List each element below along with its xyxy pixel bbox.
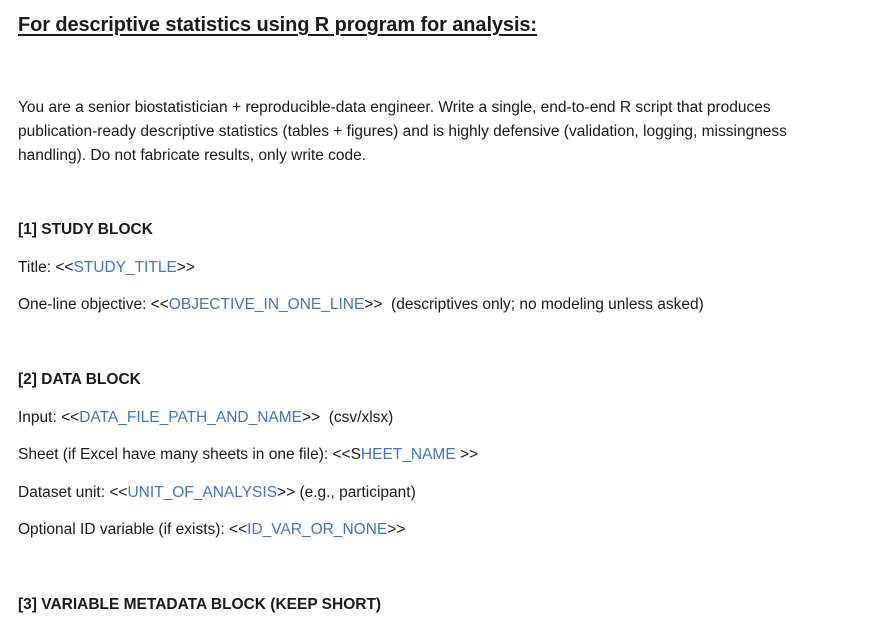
- document-heading: For descriptive statistics using R program for analysis:: [18, 14, 537, 36]
- id-label: Optional ID variable (if exists): <<: [18, 521, 248, 538]
- objective-line: [18, 296, 704, 314]
- input-suffix: >> (csv/xlsx): [302, 409, 394, 426]
- objective-placeholder: OBJECTIVE_IN_ONE_LINE: [168, 296, 365, 313]
- id-line: [18, 521, 405, 539]
- unit-placeholder: UNIT_OF_ANALYSIS: [127, 484, 278, 501]
- intro-paragraph: You are a senior biostatistician + reproducible-data engineer. Write a single, end-to-end R script that produces publication-ready descriptive statistics (tables + figures) and is highly defensive (validation, logging, missingness handling). Do not fabricate results, only write code.: [18, 99, 787, 164]
- study-block-title: [1] STUDY BLOCK: [18, 221, 153, 238]
- study-title-suffix: >>: [176, 259, 195, 276]
- sheet-suffix: >>: [455, 446, 479, 463]
- sheet-label: Sheet (if Excel have many sheets in one file): <<S: [18, 446, 361, 463]
- study-title-placeholder: STUDY_TITLE: [73, 259, 177, 276]
- study-title-line: [18, 259, 195, 277]
- unit-line: [18, 484, 416, 502]
- data-block-title: [2] DATA BLOCK: [18, 371, 141, 388]
- objective-label: One-line objective: <<: [18, 296, 169, 313]
- sheet-line: [18, 446, 478, 464]
- unit-suffix: >> (e.g., participant): [277, 484, 416, 501]
- id-suffix: >>: [387, 521, 406, 538]
- study-title-label: Title: <<: [18, 259, 74, 276]
- input-label: Input: <<: [18, 409, 80, 426]
- sheet-placeholder: HEET_NAME: [360, 446, 456, 463]
- input-placeholder: DATA_FILE_PATH_AND_NAME: [79, 409, 303, 426]
- unit-label: Dataset unit: <<: [18, 484, 128, 501]
- objective-suffix: >> (descriptives only; no modeling unless asked): [364, 296, 704, 313]
- id-placeholder: ID_VAR_OR_NONE: [247, 521, 388, 538]
- input-line: [18, 409, 393, 427]
- metadata-block-title: [3] VARIABLE METADATA BLOCK (KEEP SHORT): [18, 596, 382, 613]
